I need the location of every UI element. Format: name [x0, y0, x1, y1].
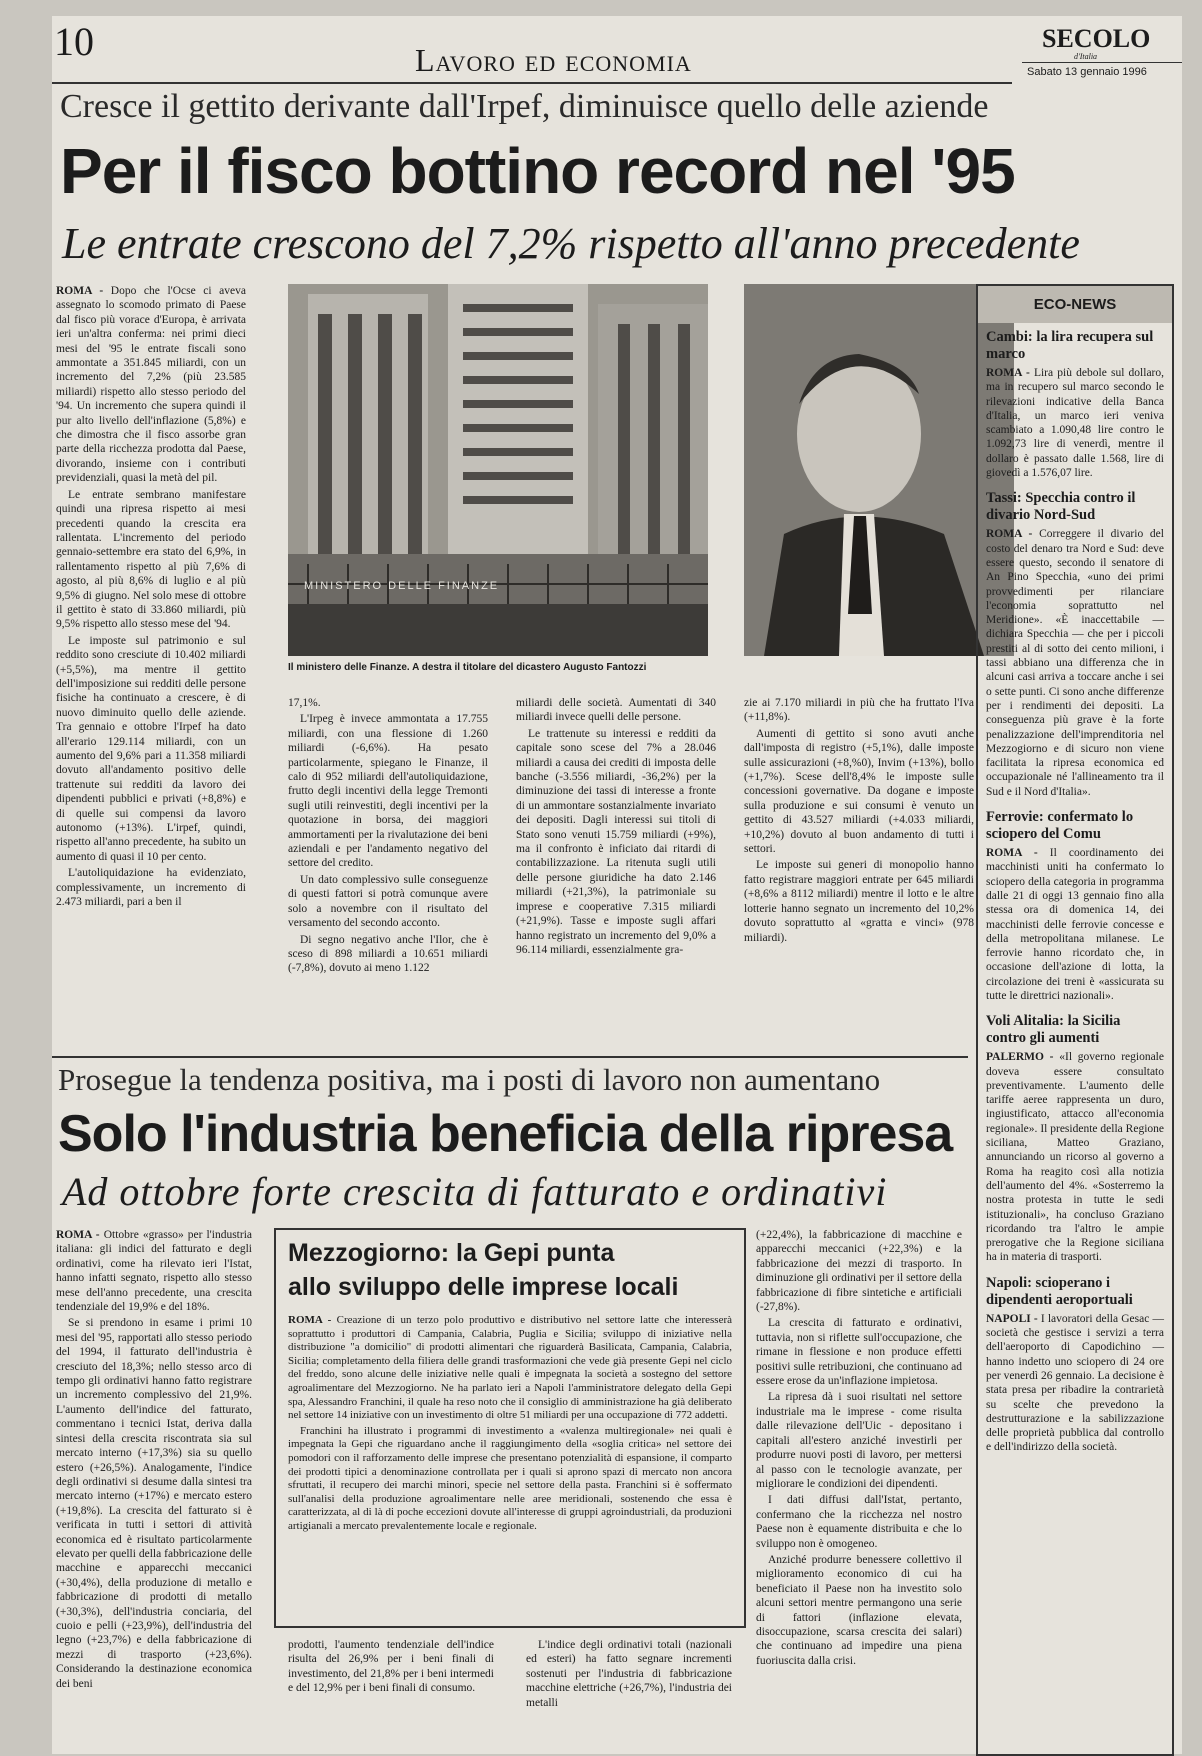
article-divider [52, 1056, 968, 1058]
ministry-photo [288, 284, 708, 656]
article1-subhead: Le entrate crescono del 7,2% rispetto all'anno precedente [62, 219, 1080, 268]
article2-column-3 [526, 1638, 732, 1748]
econews-headline: Ferrovie: confermato lo sciopero del Comu [986, 809, 1134, 843]
article2-paragraph: prodotti, l'aumento tendenziale dell'indice risulta del 26,9% per i beni finali di investimento, del 21,8% per i beni intermedi e del 12,9% per i beni finali di consumo. [288, 1639, 494, 1695]
econews-headline: Cambi: la lira recupera sul marco [986, 329, 1154, 362]
article2-paragraph: Se si prendono in esame i primi 10 mesi del '95, rapportati allo stesso periodo del 1994, il fatturato dell'industria è cresciuto del 18,3%; nello stesso arco di tempo gli ordinativi hanno fatto registrare un incremento complessivo del 21,9%. L'aumento dell'indice del fatturato, commentano i tecnici Istat, deriva dalla sintesi della crescita riscontrata sia sul mercato interno (+17,3%) sia su quello estero (+26,5%). Analogamente, l'indice degli ordinativi si desume dalla sintesi tra mercato interno (+17%) e mercato estero (+19,8%). La crescita del fatturato si è verificata in tutti i settori di attività economica ed è risultato particolarmente elevato per quelli della fabbricazione delle macchine e apparecchi meccanici (+30,4%), della produzione di metallo e fabbricazione di prodotti di metallo (+30,3%), dell'industria conciaria, del cuoio e pelli (+23,9%), dell'industria del legno (+23,7%) e della fabbricazione di mezzi di trasporto (+23,6%). Considerando la destinazione economica dei beni [56, 1317, 252, 1690]
article1-paragraph: miliardi delle società. Aumentati di 340 miliardi invece quelli delle persone. [516, 697, 716, 724]
portrait-image [744, 284, 1014, 656]
article1-column-4 [744, 696, 974, 1056]
article1-paragraph: Le trattenute su interessi e redditi da capitale sono scese del 7% a 28.046 miliardi a causa dei crediti di imposta delle banche (-3.556 miliardi, -36,2%) per la diminuzione dei tassi di interesse a fronte di un ammontare sostanzialmente invariato dei depositi. Dagli interessi sui titoli di Stato sono venuti 15.759 miliardi (+9%), ma il confronto è inficiato dai ritardi di contabilizzazione. La ritenuta sugli utili delle persone giuridiche ha dato 2.146 miliardi (+21,3%), la patrimoniale su imprese e cooperative 7.315 miliardi (+21,9%). Tasse e imposte sugli affari hanno registrato un incremento del 9,0% a 96.114 miliardi, essenzialmente gra- [516, 727, 716, 956]
article1-headline: Per il fisco bottino record nel '95 [60, 135, 1015, 207]
article1-lead: Dopo che l'Ocse ci aveva assegnato lo scomodo primato di Paese dal fisco più vorace d'Europa, è arrivata ieri un'altra conferma: nei primi dieci mesi del '95 le entrate fiscali sono ammontate a 351.845 miliardi, con un incremento del 7,2% (più 23.585 miliardi) rispetto allo stesso periodo del '94. Un incremento che supera quindi il pur alto livello dell'inflazione (5,8%) e che dimostra che il fisco assorbe gran parte della ricchezza prodotta dal Paese, divorando, insieme con i contributi previdenziali, quasi la metà del pil. [56, 285, 246, 485]
article2-lead: Ottobre «grasso» per l'industria italiana: gli indici del fatturato e degli ordinativi, come ha rilevato ieri l'Istat, hanno infatti segnato, rispetto allo stesso mese dell'anno precedente, una crescita tendenziale del 19,9% e del 18%. [56, 1229, 252, 1314]
article2-subhead: Ad ottobre forte crescita di fatturato e ordinativi [62, 1169, 888, 1214]
date-rule [1022, 62, 1182, 63]
article2-paragraph: (+22,4%), la fabbricazione di macchine e apparecchi meccanici (+22,3%) e la fabbricazione dei mezzi di trasporto. In diminuzione gli ordinativi per il settore della fabbricazione di fibre sintetiche e artificiali (-27,8%). [756, 1229, 962, 1314]
section-title: Lavoro ed economia [415, 42, 692, 78]
mezzogiorno-title-line2: allo sviluppo delle imprese locali [288, 1273, 679, 1301]
newspaper-page [52, 16, 1182, 1754]
article1-paragraph: zie ai 7.170 miliardi in più che ha fruttato l'Iva (+11,8%). [744, 697, 974, 724]
article2-kicker: Prosegue la tendenza positiva, ma i posti di lavoro non aumentano [58, 1062, 881, 1097]
econews-text: ROMA - Lira più debole sul dollaro, ma in recupero sul marco secondo le rilevazioni indicative della Banca d'Italia, un marco ieri veniva scambiato a 1.090,48 lire contro le 1.092,73 lire di venerdì, mentre il dollaro è passato dalle 1.568, lire di giovedì a 1.576,07 lire. [986, 367, 1165, 480]
newspaper-logo: SECOLO [1042, 24, 1151, 53]
masthead-rule [52, 82, 1012, 84]
econews-items [978, 323, 1172, 1719]
article2-column-4 [756, 1228, 962, 1748]
page-number: 10 [54, 19, 94, 64]
article2-headline: Solo l'industria beneficia della ripresa [58, 1105, 953, 1163]
econews-text: PALERMO - «Il governo regionale doveva essere consultato preventivamente. L'aumento delle tariffe aeree rappresenta un duro, ingiustificato, attacco all'economia regionale». Il presidente della Regione siciliana, Matteo Graziano, annunciando un ricorso al governo a Roma ha reagito così alla notizia dell'aumento del 4%. «Sosterremo la nostra protesta in tutte le sedi istituzionali», ha concluso Graziano ricordando tra l'altro le ampie prerogative che la Regione siciliana ha in materia di trasporti. [986, 1051, 1164, 1264]
article1-paragraph: 17,1%. [288, 697, 321, 709]
econews-headline: Tassi: Specchia contro il divario Nord-Sud [986, 490, 1136, 524]
article1-paragraph: Un dato complessivo sulle conseguenze di questi fattori si potrà comunque avere solo a novembre con il risultato del versamento del secondo acconto. [288, 873, 488, 930]
article1-column-2 [288, 696, 488, 1056]
minister-portrait [744, 284, 1014, 656]
ministry-sign: MINISTERO DELLE FINANZE [304, 580, 500, 592]
article2-paragraph: I dati diffusi dall'Istat, pertanto, confermano che la ricchezza nel nostro Paese non è equamente distribuita e che lo sviluppo non è omogeneo. [756, 1494, 962, 1550]
article1-paragraph: Le imposte sul patrimonio e sul reddito sono cresciute di 10.402 miliardi (+5,5%), ma mentre il gettito dell'imposizione sui redditi delle persone fisiche ha continuato a crescere, è di nuovo diminuito quello delle aziende. Tra gennaio e ottobre l'Irpef ha dato all'erario 129.114 miliardi, con un aumento del 9,6% pari a 11.358 miliardi dovuto all'andamento positivo delle trattenute sui redditi da lavoro dei dipendenti pubblici e privati (+8,8%) e di quelle sui compensi da lavoro autonomo (+13%). L'irpef, quindi, rispetto all'anno precedente, ha subito un aumento di quasi il 10 per cento. [56, 634, 246, 863]
article2-paragraph: Anziché produrre benessere collettivo il miglioramento economico di cui ha beneficiato il Paese non ha investito solo alcuni settori mentre permangono una serie di fattori (inflazione elevata, disoccupazione, scarsa crescita dei salari) che continuano ad impedire una piena fuoriuscita dalla crisi. [756, 1553, 962, 1667]
mezzogiorno-paragraph: Franchini ha illustrato i programmi di investimento a «valenza multiregionale» nei quali è impegnata la Gepi che riguardano anche il raggiungimento della «soglia critica» nel settore dei pomodori con il rafforzamento delle imprese che presentano potenzialità di espansione, il comparto dei prodotti tipici a denominazione controllata per i quali si aprono spazi di mercato non ancora sfruttati, il recupero dei marchi minori, specie nel settore della pasta. Franchini si è soffermato sull'analisi della produzione agroalimentare nelle aree meridionali, sostenendo che essa è caratterizzata, al di là di poche eccezioni dovute all'interesse di gruppi agroindustriali, da produzioni artigianali a mercato prevalentemente locale e regionale. [288, 1424, 732, 1532]
econews-text: NAPOLI - I lavoratori della Gesac — società che gestisce i servizi a terra dell'aeroporto di Capodichino — hanno indetto uno sciopero di 24 ore per venerdì 26 gennaio. La decisione è stata presa per ribadire la contrarietà su scelte che prevedono la destrutturazione e la sabilizzazione delle proprietà pubblica dal controllo e dell'indirizzo della società. [986, 1312, 1164, 1454]
article2-paragraph: L'indice degli ordinativi totali (nazionali ed esteri) ha fatto segnare incrementi sostenuti per l'industria di fabbricazione macchine elettriche (+26,7%), l'industria dei metalli [526, 1639, 732, 1709]
article2-paragraph: La ripresa dà i suoi risultati nel settore industriale ma le imprese - come risulta dalle rilevazione dell'Uic - depositano i capitali all'estero anziché investirli per produrre nuovi posti di lavoro, per mettersi al passo con le tecnologie avanzate, per migliorare le condizioni dei dipendenti. [756, 1391, 962, 1490]
mezzogiorno-title-line1: Mezzogiorno: la Gepi punta [288, 1239, 615, 1267]
article1-paragraph: Aumenti di gettito si sono avuti anche dall'imposta di registro (+5,1%), dalle imposte sulle assicurazioni (+8,%0), Invim (+13%), bollo (+1,7%). Scese dell'8,4% le imposte sulle concessioni governative. Da dogane e imposte sulla produzione e sui consumi è venuto un gettito di 43.527 miliardi (+4.033 miliardi, +10,2%) dovuto al buon andamento di tutti i settori. [744, 727, 974, 856]
econews-text: ROMA - Il coordinamento dei macchinisti uniti ha confermato lo sciopero della categoria in programma dalle 21 di oggi 13 gennaio fino alla stessa ora di domenica 14, dei macchinisti delle ferrovie concesse e della metropolitana milanese. Le ferrovie hanno ricordato che, in occasione dell'azione di lotta, la circolazione dei treni è «assicurata su tutte le direttrici nazionali». [986, 847, 1164, 1002]
article2-column-1 [56, 1228, 252, 1748]
article2-dateline: ROMA - [56, 1229, 104, 1241]
newspaper-logo-sub: d'Italia [1074, 52, 1098, 61]
article1-paragraph: L'autoliquidazione ha evidenziato, complessivamente, un incremento di 2.473 miliardi, pari a ben il [56, 867, 246, 909]
article1-kicker: Cresce il gettito derivante dall'Irpef, diminuisce quello delle aziende [60, 88, 989, 125]
article1-column-1 [56, 284, 246, 1054]
ministry-building-image [288, 284, 708, 656]
photo-caption: Il ministero delle Finanze. A destra il titolare del dicastero Augusto Fantozzi [288, 662, 647, 673]
econews-sidebar [976, 284, 1174, 1756]
article2-column-2 [288, 1638, 494, 1748]
econews-title: ECO-NEWS [978, 286, 1172, 323]
article1-dateline: ROMA - [56, 285, 111, 297]
article1-paragraph: Le entrate sembrano manifestare quindi una ripresa rispetto ai mesi precedenti quando la crescita era rallentata. L'incremento del periodo gennaio-settembre era stato del 6,9%, in rallentamento rispetto al più 7,6% di agosto, al più 8,6% di luglio e al più 9,5% di giugno. Nel solo mese di ottobre il gettito è stato di 33.860 miliardi, più 9,5% rispetto allo stesso mese del '94. [56, 488, 246, 631]
econews-text: ROMA - Correggere il divario del costo del denaro tra Nord e Sud: deve essere questo, secondo il senatore di An Pino Specchia, «uno dei primi provvedimenti per rilanciare l'economia soprattutto nel Meridione». «È inaccettabile — dichiara Specchia — che per i piccoli prestiti al di sotto dei cento milioni, i tassi abbiano una differenza che in alcuni casi arriva a toccare anche i sei o sette punti. Ci sono anche differenze per i rendimenti dei depositi. La conseguenza più grave è la forte penalizzazione dell'imprenditoria nel Mezzogiorno e di sicuro non viene facilitata la ripresa economica ed occupazionale né l'allineamento tra il Sud e il Nord d'Italia». [986, 528, 1164, 798]
article1-paragraph: Di segno negativo anche l'Ilor, che è sceso di 898 miliardi a 10.651 miliardi (-7,8%), dovuto ai meno 1.122 [288, 933, 488, 975]
issue-date: Sabato 13 gennaio 1996 [1027, 66, 1147, 78]
mezzogiorno-box [274, 1228, 746, 1628]
article1-paragraph: L'Irpeg è invece ammontata a 17.755 miliardi, con una flessione di 1.260 miliardi (-6,6%). Ha pesato particolarmente, spiegano le Finanze, il calo di 952 miliardi dell'autoliquidazione, frutto degli incentivi della legge Tremonti sugli utili reinvestiti, degli incentivi per la quotazione in borsa, dei maggiori ammortamenti per la rivalutazione dei beni aziendali e per l'andamento negativo del settore del credito. [288, 713, 488, 870]
article1-column-3 [516, 696, 716, 1056]
article2-paragraph: La crescita di fatturato e ordinativi, tuttavia, non si riflette sull'occupazione, che rimane in flessione e non produce effetti positivi sulle retribuzioni, che continuano ad essere erose da un'inflazione impietosa. [756, 1317, 962, 1388]
mezzogiorno-text: ROMA - Creazione di un terzo polo produttivo e distributivo nel settore latte che interesserà soprattutto i produttori di Campania, Calabria, Puglia e Sicilia; sviluppo di iniziative nella distribuzione "a domicilio" di prodotti alimentari che riguarderà Basilicata, Campania, Calabria, Sicilia; completamento della filiera delle grandi trasformazioni che vede già presente Gepi nel ciclo del freddo, sono alcune delle iniziative nelle quali è impegnata la società a sostegno del settore agroalimentare del Mezzogiorno. Ne ha parlato ieri a Napoli l'amministratore delegato della Gepi spa, Alessandro Franchini, il quale ha reso noto che il consiglio di amministrazione ha già deliberato nel settore 14 iniziative con un investimento di oltre 51 miliardi per una occupazione di 772 addetti. Franchini ha illustrato i programmi di investimento a «valenza multiregionale» nei quali è impegnata la Gepi che riguardano anche il raggiungimento della «soglia critica» nel settore dei pomodori con il rafforzamento delle imprese che presentano potenzialità di espansione, il comparto dei prodotti tipici a denominazione controllata per i quali si aprono spazi di mercato non ancora sfruttati, il recupero dei marchi minori, specie nel settore della pasta. Franchini si è soffermato sull'analisi della produzione agroalimentare nelle aree meridionali, sostenendo che essa è caratterizzata, al di là di poche eccezioni dovute all'interesse di gruppi agroindustriali, da produzioni artigianali a mercato prevalentemente locale e regionale. [288, 1314, 732, 1532]
econews-headline: Voli Alitalia: la Sicilia contro gli aumenti [986, 1013, 1121, 1047]
econews-headline: Napoli: scioperano i dipendenti aeroportuali [986, 1274, 1133, 1308]
article1-paragraph: Le imposte sui generi di monopolio hanno fatto registrare maggiori entrate per 645 miliardi (+8,6% a 8112 miliardi) mentre il lotto e le altre lotterie hanno segnato un incremento del 10,2% dovuto soprattutto al «gratta e vinci» (978 miliardi). [744, 859, 974, 944]
